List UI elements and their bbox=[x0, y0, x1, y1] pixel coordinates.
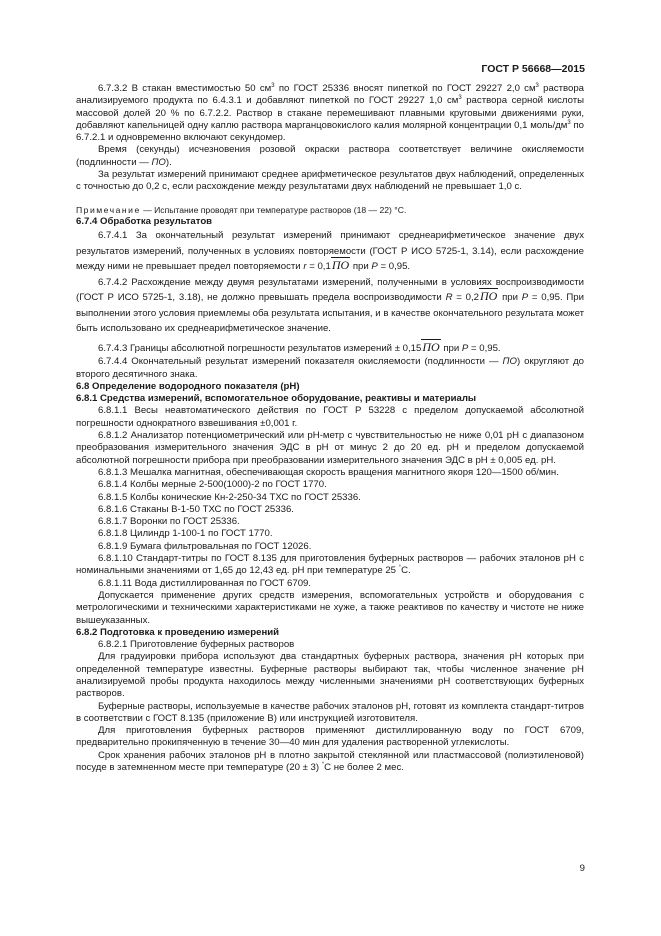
paragraph-allow: Допускается применение других средств измерения, вспомогательных устройств и оборудования с метрологическими и техническими характеристиками не хуже, а также реактивов по качеству и чистоте не ниже вышеуказанных. bbox=[76, 589, 584, 626]
paragraph-6-8-1-9: 6.8.1.9 Бумага фильтровальная по ГОСТ 12026. bbox=[98, 540, 312, 552]
paragraph-calibration: Для градуировки прибора используют два стандартных буферных раствора, значения рН которых при определенной температуре известны. Буферные растворы выбирают так, чтобы численное значение рН анализируемой пробы продукта находилось между численными значениями рН соответствующих буферных растворов. bbox=[76, 651, 584, 700]
paragraph-6-8-1-2: 6.8.1.2 Анализатор потенциометрический или рН-метр с чувствительностью не ниже 0,01 рН с диапазоном преобразования измерительного значения ЭДС в рН от минус 2 до 20 ед. рН и пределом допускаемой абсолютной погрешности прибора при преобразовании измерительного значения ЭДС в рН ± 0,005 ед. рН. bbox=[76, 430, 584, 466]
paragraph-6-7-4-4: 6.7.4.4 Окончательный результат измерений показателя окисляемости (подлинности — ПО) округляют до второго десятичного знака. bbox=[76, 356, 585, 380]
overline-po: ПО bbox=[422, 339, 440, 354]
paragraph-6-8-1-8: 6.8.1.8 Цилиндр 1-100-1 по ГОСТ 1770. bbox=[98, 528, 273, 540]
paragraph-6-8-1-11: 6.8.1.11 Вода дистиллированная по ГОСТ 6709. bbox=[98, 577, 312, 589]
heading-6-8-1: 6.8.1 Средства измерений, вспомогательное оборудование, реактивы и материалы bbox=[76, 393, 477, 405]
heading-6-8: 6.8 Определение водородного показателя (рН) bbox=[76, 380, 300, 392]
document-code: ГОСТ Р 56668—2015 bbox=[481, 63, 585, 75]
overline-po: ПО bbox=[331, 258, 350, 273]
paragraph-6-7-4-2: 6.7.4.2 Расхождение между двумя результатами измерений, полученными в условиях воспроизводимости (ГОСТ Р ИСО 5725-1, 3.18), не должно превышать предела воспроизводимости R = 0,2ПО при Р = 0,95. При выполнении этого условия приемлемы оба результата испытания, и в качестве окончательного результата может быть использовано их среднеарифметическое значение. bbox=[76, 276, 584, 335]
page-number: 9 bbox=[579, 863, 585, 874]
paragraph-6-8-1-7: 6.8.1.7 Воронки по ГОСТ 25336. bbox=[98, 516, 240, 528]
page-body bbox=[76, 83, 584, 774]
paragraph-time: Время (секунды) исчезновения розовой окраски раствора соответствует величине окисляемости (подлинности — ПО). bbox=[76, 144, 584, 168]
paragraph-6-7-4-3: 6.7.4.3 Границы абсолютной погрешности результатов измерений ± 0,15ПО при Р = 0,95. bbox=[98, 339, 501, 354]
paragraph-water: Для приготовления буферных растворов применяют дистиллированную воду по ГОСТ 6709, предварительно прокипяченную в течение 30—40 мин для удаления растворенной углекислоты. bbox=[76, 725, 584, 749]
heading-6-8-2: 6.8.2 Подготовка к проведению измерений bbox=[76, 626, 280, 638]
paragraph-6-8-1-4: 6.8.1.4 Колбы мерные 2-500(1000)-2 по ГОСТ 1770. bbox=[98, 479, 327, 491]
paragraph-6-8-1-6: 6.8.1.6 Стаканы В-1-50 ТХС по ГОСТ 25336. bbox=[98, 503, 294, 515]
paragraph-storage: Срок хранения рабочих эталонов рН в плотно закрытой стеклянной или пластмассовой (полиэтиленовой) посуде в затемненном месте при температуре (20 ± 3) °С не более 2 мес. bbox=[76, 749, 584, 774]
paragraph-6-7-4-1: 6.7.4.1 За окончательный результат измерений принимают среднеарифметическое значение двух результатов измерений, полученных в условиях повторяемости (ГОСТ Р ИСО 5725-1, 3.14), если расхождение между ними не превышает предел повторяемости r = 0,1ПО при Р = 0,95. bbox=[76, 230, 584, 273]
paragraph-6-8-1-3: 6.8.1.3 Мешалка магнитная, обеспечивающая скорость вращения магнитного якоря 120—1500 об/мин. bbox=[98, 466, 559, 478]
paragraph-6-8-1-10: 6.8.1.10 Стандарт-титры по ГОСТ 8.135 для приготовления буферных растворов — рабочих эталонов рН с номинальными значениями от 1,65 до 12,43 ед. рН при температуре 25 °С. bbox=[76, 553, 584, 577]
note: Примечание — Испытание проводят при температуре растворов (18 — 22) °С. bbox=[76, 204, 407, 215]
paragraph-result: За результат измерений принимают среднее арифметическое результатов двух наблюдений, определенных с точностью до 0,2 с, если расхождение между результатами двух наблюдений не превышает 1,0 с. bbox=[76, 169, 584, 193]
paragraph-6-7-3-2: 6.7.3.2 В стакан вместимостью 50 $см^3$ по ГОСТ 25336 вносят пипеткой по ГОСТ 29227 2,0 $см^3$ раствора анализируемого продукта по 6.4.3.1 и добавляют пипеткой по ГОСТ 29227 1,0 $см^3$ раствора серной кислоты массовой долей 20 % по 6.7.2.2. Раствор в стакане перемешивают плавными круговыми движениями руки, добавляют капельницей одну каплю раствора марганцовокислого калия молярной концентрации 0,1 моль/$дм^3$ по 6.7.2.1 и одновременно включают секундомер. bbox=[76, 82, 585, 144]
paragraph-6-8-1-1: 6.8.1.1 Весы неавтоматического действия по ГОСТ Р 53228 с пределом допускаемой абсолютной погрешности однократного взвешивания ±0,001 г. bbox=[76, 405, 584, 429]
paragraph-6-8-2-1: 6.8.2.1 Приготовление буферных растворов bbox=[98, 639, 295, 651]
overline-po: ПО bbox=[479, 289, 498, 304]
paragraph-6-8-1-5: 6.8.1.5 Колбы конические Кн-2-250-34 ТХС по ГОСТ 25336. bbox=[98, 491, 361, 503]
paragraph-buffers: Буферные растворы, используемые в качестве рабочих эталонов рН, готовят из комплекта стандарт-титров в соответствии с ГОСТ 8.135 (приложение В) или инструкцией изготовителя. bbox=[76, 700, 584, 724]
heading-6-7-4: 6.7.4 Обработка результатов bbox=[76, 215, 213, 227]
